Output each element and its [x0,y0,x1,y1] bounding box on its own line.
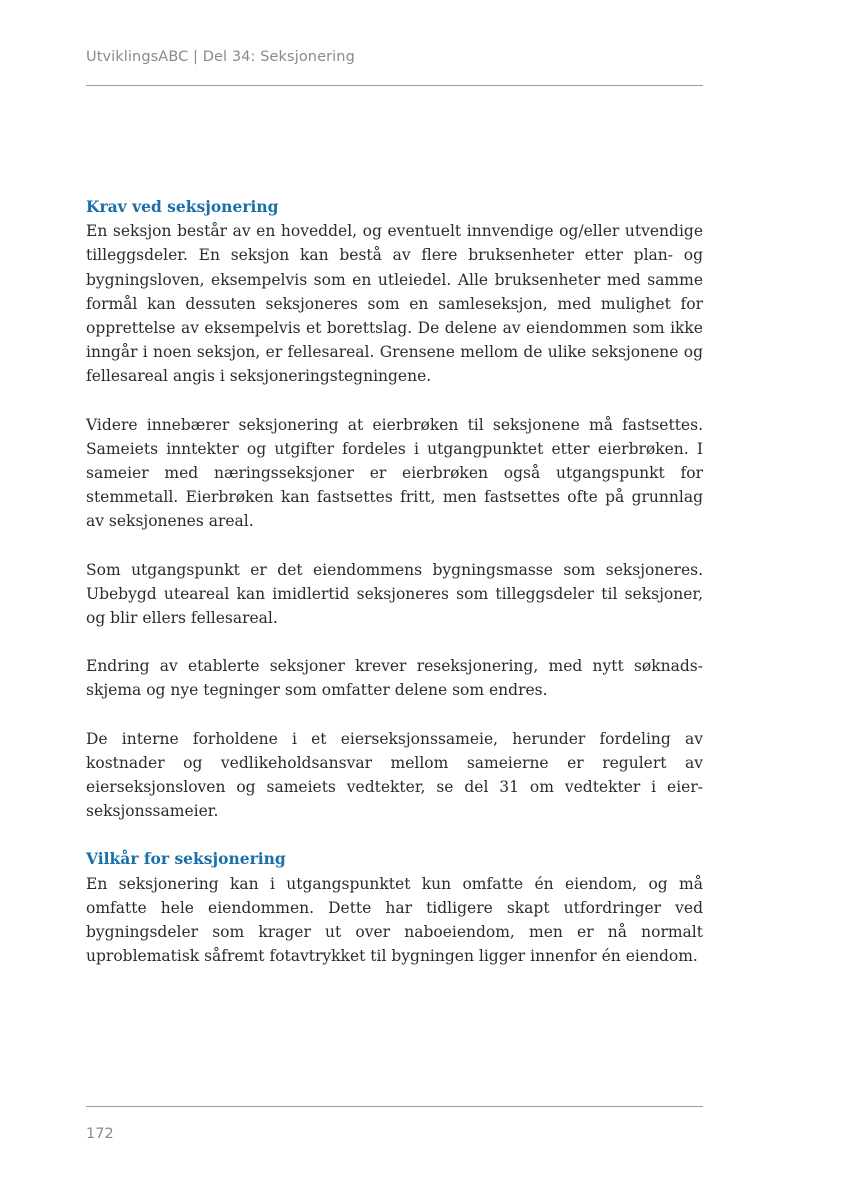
section-heading-krav: Krav ved seksjonering [86,197,279,216]
section-heading-vilkar: Vilkår for seksjonering [86,849,286,869]
running-header: UtviklingsABC | Del 34: Seksjonering [86,49,355,65]
header-divider [86,85,703,86]
footer-divider [86,1106,703,1107]
paragraph: Som utgangspunkt er det eiendommens bygningsmasse som seksjoneres. Ubebygd uteareal kan imidlertid seksjoneres som tilleggsdeler til seksjoner, og blir ellers fellesareal. [86,560,703,628]
paragraph: De interne forholdene i et eierseksjonssameie, herunder fordeling av kostnader og vedlikeholdsansvar mellom sameierne er regulert av eierseksjonsloven og sameiets vedtekter, se del 31 om vedtekter i eierseksjonssameier. [86,729,703,821]
page-body [86,195,703,968]
paragraph: En seksjonering kan i utgangspunktet kun omfatte én eiendom, og må omfatte hele eiendommen. Dette har tidligere skapt utfordringer ved bygningsdeler som krager ut over naboeiendom, men er nå normalt uproblematisk såfremt fotavtrykket til bygningen ligger innenfor én eiendom. [86,874,703,966]
page-number: 172 [86,1126,114,1142]
paragraph: Endring av etablerte seksjoner krever reseksjonering, med nytt søknadsskjema og nye tegninger som omfatter delene som endres. [86,657,703,700]
paragraph: En seksjon består av en hoveddel, og eventuelt innvendige og/eller utvendige tilleggsdeler. En seksjon kan bestå av flere bruksenheter etter plan- og bygningsloven, eksempelvis som en utleiedel. Alle bruksenheter med samme formål kan dessuten seksjoneres som en samleseksjon, med mulighet for opprettelse av eksempelvis et borettslag. De delene av eiendommen som ikke inngår i noen seksjon, er fellesareal. Grensene mellom de ulike seksjonene og fellesareal angis i seksjoneringstegningene. [86,222,703,386]
paragraph: Videre innebærer seksjonering at eierbrøken til seksjonene må fastsettes. Sameiets inntekter og utgifter fordeles i utgangpunktet etter eierbrøken. I sameier med næringsseksjoner er eierbrøken også utgangspunkt for stemmetall. Eierbrøken kan fastsettes fritt, men fastsettes ofte på grunnlag av seksjonenes areal. [86,415,703,531]
